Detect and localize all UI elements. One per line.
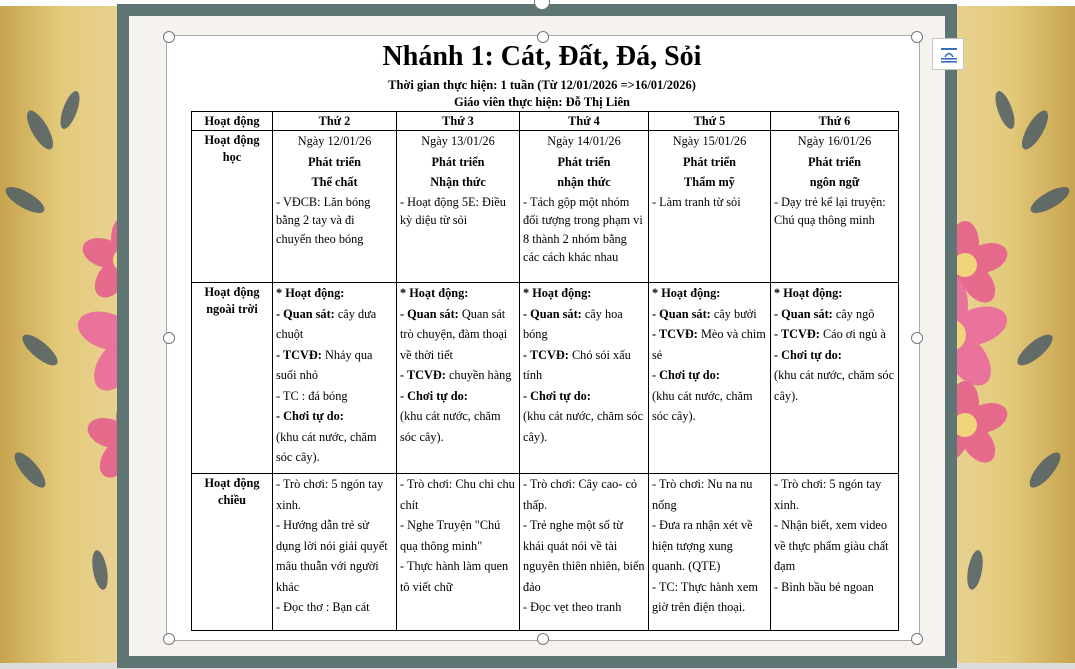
resize-handle-bottom-right[interactable] (911, 633, 923, 645)
cell-item (400, 365, 516, 386)
cell-line: - Trẻ nghe một số từ khái quát nói về tài nguyên thiên nhiên, biển đảo (523, 518, 645, 594)
cell-item (652, 283, 767, 304)
table-cell (520, 131, 649, 283)
row-header (192, 131, 273, 283)
cell-line: - Hoạt động 5E: Điều kỳ diệu từ sỏi (400, 194, 506, 227)
cell-item-text: cây hoa bóng (523, 306, 623, 341)
cell-item-text: - TC : đá bóng (276, 388, 348, 403)
cell-line: - Trò chơi: 5 ngón tay xinh. (276, 477, 384, 512)
cell-line: - Làm tranh từ sỏi (652, 194, 741, 209)
cell-line: - Dạy trẻ kể lại truyện: Chú quạ thông minh (774, 194, 886, 227)
table-cell (520, 474, 649, 631)
column-header: Thứ 4 (520, 112, 649, 131)
cell-item-text: chuyền hàng (445, 368, 512, 382)
cell-item-text: (khu cát nước, chăm sóc cây). (276, 429, 377, 464)
cell-subject: Phát triển (808, 154, 861, 169)
table-cell (649, 474, 771, 631)
cell-item (774, 345, 895, 366)
cell-line: - Trò chơi: 5 ngón tay xinh. (774, 477, 882, 512)
table-cell (520, 283, 649, 474)
table-cell (273, 283, 397, 474)
table-cell (273, 131, 397, 283)
table-cell (397, 474, 520, 631)
cell-subject: ngôn ngữ (809, 175, 860, 189)
column-header: Thứ 5 (649, 112, 771, 131)
cell-item (276, 406, 393, 427)
time-line: Thời gian thực hiện: 1 tuần (Từ 12/01/2026 =>16/01/2026) (388, 78, 696, 92)
cell-item (523, 304, 645, 345)
table-cell (273, 474, 397, 631)
cell-subject: Nhận thức (430, 175, 486, 189)
layout-options-icon (940, 46, 958, 64)
cell-line: - Thực hành làm quen tô viết chữ (400, 559, 509, 594)
cell-line: - TC: Thực hành xem giờ trên điện thoại. (652, 579, 758, 614)
cell-item-label: - Quan sát: (276, 306, 335, 321)
cell-item-label: - Chơi tự do: (652, 368, 720, 382)
cell-line: - Nghe Truyện "Chú quạ thông minh" (400, 518, 501, 553)
cell-item (400, 386, 516, 407)
cell-subject: nhận thức (557, 175, 611, 189)
cell-item-label: * Hoạt động: (400, 286, 469, 300)
cell-item-label: - TCVĐ: (276, 347, 322, 362)
cell-subject: Phát triển (431, 154, 485, 169)
cell-item (276, 283, 393, 304)
cell-item (276, 345, 393, 386)
column-header: Thứ 2 (273, 112, 397, 131)
cell-line: - Tách gộp một nhóm đối tượng trong phạm vi 8 thành 2 nhóm bằng các cách khác nhau (523, 194, 643, 264)
table-cell (649, 283, 771, 474)
table-cell (397, 131, 520, 283)
cell-item-text: Chó sói xấu tính (523, 347, 631, 382)
cell-item-label: - Quan sát: (400, 306, 459, 321)
cell-item-text: Mèo và chim sẻ (652, 327, 766, 362)
cell-item-label: - TCVĐ: (400, 368, 446, 382)
table-cell (771, 474, 899, 631)
cell-item (276, 386, 393, 407)
cell-line: - VĐCB: Lăn bóng bằng 2 tay và đi chuyển theo bóng (276, 194, 371, 246)
cell-item-label: - Quan sát: (523, 306, 582, 321)
cell-item-label: - Quan sát: (774, 306, 833, 321)
cell-item (523, 283, 645, 304)
cell-line: - Đọc thơ : Bạn cát (276, 600, 370, 614)
cell-line: - Trò chơi: Cây cao- cỏ thấp. (523, 477, 638, 512)
cell-item (652, 386, 767, 427)
cell-item-label: * Hoạt động: (523, 286, 592, 300)
resize-handle-middle-left[interactable] (163, 332, 175, 344)
row-header-line: chiều (217, 493, 246, 507)
cell-date: Ngày 12/01/26 (297, 134, 372, 148)
cell-item (774, 304, 895, 325)
cell-item-label: * Hoạt động: (652, 286, 721, 300)
column-header: Thứ 6 (771, 112, 899, 131)
cell-line: - Hướng dẫn trẻ sử dụng lời nói giải quyết mâu thuẫn với người khác (276, 518, 388, 594)
cell-item (523, 406, 645, 447)
cell-item (774, 324, 895, 345)
table-row (192, 283, 899, 474)
column-header: Hoạt động (192, 112, 273, 131)
cell-item-label: - Chơi tự do: (523, 388, 591, 403)
cell-item-text: cây bưởi (710, 306, 757, 321)
cell-subject: Phát triển (683, 154, 736, 169)
row-header-line: Hoạt động (204, 476, 260, 490)
cell-line: - Trò chơi: Nu na nu nống (652, 477, 753, 512)
cell-date: Ngày 15/01/26 (672, 134, 747, 148)
cell-item-label: - TCVĐ: (774, 327, 820, 341)
cell-item (523, 386, 645, 407)
cell-item (652, 324, 767, 365)
cell-date: Ngày 14/01/26 (547, 134, 621, 148)
cell-date: Ngày 13/01/26 (421, 134, 495, 148)
cell-item (652, 365, 767, 386)
table-row (192, 131, 899, 283)
cell-item-label: - Chơi tự do: (276, 409, 344, 423)
cell-item (774, 365, 895, 406)
cell-item-text: cây dưa chuột (276, 306, 377, 341)
cell-subject: Thẩm mỹ (684, 175, 735, 189)
layout-options-button[interactable] (932, 38, 964, 70)
teacher-line: Giáo viên thực hiện: Đỗ Thị Liên (453, 95, 631, 109)
resize-handle-bottom-center[interactable] (537, 633, 549, 645)
cell-line: - Bình bầu bé ngoan (774, 579, 874, 594)
cell-subject: Thể chất (311, 175, 358, 189)
cell-item (400, 283, 516, 304)
cell-date: Ngày 16/01/26 (797, 134, 872, 148)
cell-item-text: (khu cát nước, chăm sóc cây). (774, 368, 895, 403)
cell-item-text: cây ngô (832, 306, 875, 321)
table-cell (397, 283, 520, 474)
table-cell (771, 283, 899, 474)
row-header-line: học (222, 150, 242, 164)
cell-item-text: (khu cát nước, chăm sóc cây). (523, 409, 644, 444)
cell-line: - Trò chơi: Chu chi chu chít (400, 477, 515, 512)
cell-item (276, 427, 393, 468)
cell-item (652, 304, 767, 325)
table-header-row (192, 112, 899, 131)
cell-item (523, 345, 645, 386)
cell-item (774, 283, 895, 304)
cell-item-label: - Chơi tự do: (774, 347, 842, 362)
cell-item-text: Quan sát trò chuyện, đàm thoại về thời tiết (400, 306, 508, 362)
cell-line: - Đọc vẹt theo tranh (523, 600, 622, 614)
row-header (192, 283, 273, 474)
resize-handle-bottom-left[interactable] (163, 633, 175, 645)
cell-item (400, 406, 516, 447)
cell-line: - Đưa ra nhận xét về hiện tượng xung quanh. (QTE) (652, 518, 753, 573)
cell-line: - Nhận biết, xem video về thực phẩm giàu chất đạm (774, 518, 889, 573)
weekly-plan-table (191, 111, 899, 631)
row-header-line: ngoài trời (206, 302, 258, 316)
cell-subject: Phát triển (557, 154, 611, 169)
table-cell (771, 131, 899, 283)
cell-item (276, 304, 393, 345)
table-row (192, 474, 899, 631)
table-cell (649, 131, 771, 283)
cell-item-text: (khu cát nước, chăm sóc cây). (400, 409, 501, 444)
row-header-line: Hoạt động (204, 133, 260, 147)
cell-item-text: (khu cát nước, chăm sóc cây). (652, 388, 753, 423)
column-header: Thứ 3 (397, 112, 520, 131)
cell-subject: Phát triển (308, 154, 361, 169)
page-title: Nhánh 1: Cát, Đất, Đá, Sỏi (382, 41, 702, 72)
row-header-line: Hoạt động (204, 285, 260, 299)
row-header (192, 474, 273, 631)
cell-item-text: Cáo ơi ngủ à (819, 327, 886, 341)
cell-item-label: - TCVĐ: (523, 347, 569, 362)
cell-item-text: Nhảy qua suối nhỏ (276, 347, 373, 382)
cell-item-label: * Hoạt động: (276, 286, 345, 300)
cell-item-label: * Hoạt động: (774, 286, 843, 300)
resize-handle-middle-right[interactable] (911, 332, 923, 344)
cell-item-label: - Quan sát: (652, 306, 711, 321)
cell-item (400, 304, 516, 366)
cell-item-label: - Chơi tự do: (400, 388, 468, 403)
cell-item-label: - TCVĐ: (652, 327, 698, 341)
